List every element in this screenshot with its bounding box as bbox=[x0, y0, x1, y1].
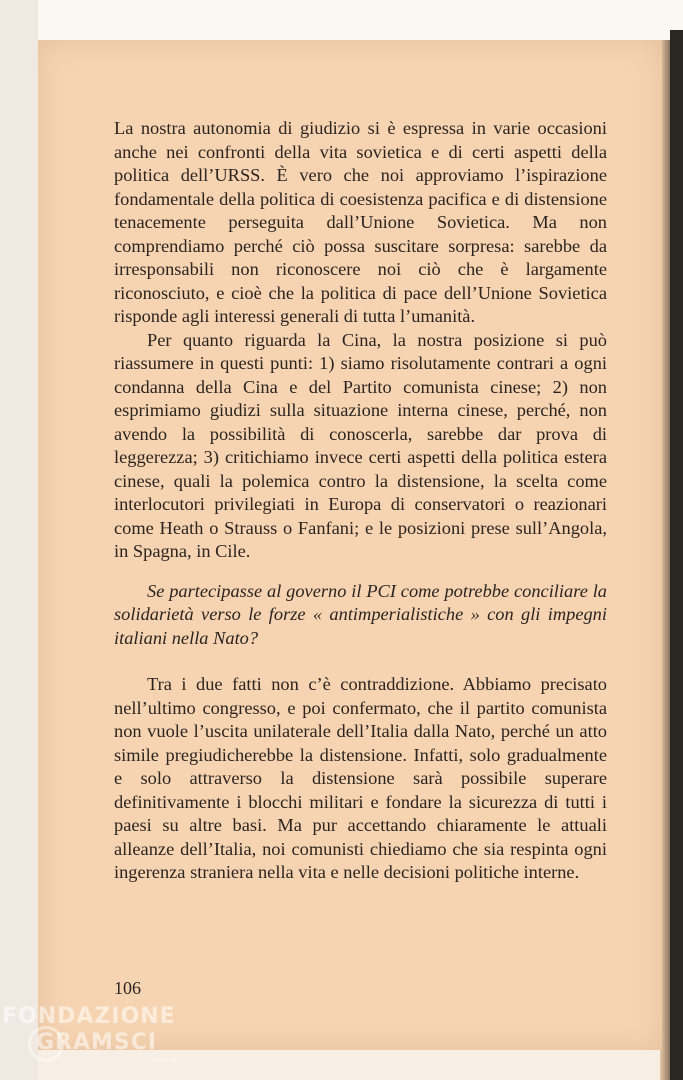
paragraph-soviet-autonomy: La nostra autonomia di giudizio si è espressa in varie occasioni anche nei confronti della vita sovietica e di certi aspetti della politica dell’URSS. È vero che noi approviamo l’ispirazione fondamentale della politica di coesistenza pacifica e di distensione tenacemente perseguita dall’Unione Sovietica. Ma non comprendiamo perché ciò possa suscitare sorpresa: sarebbe da irresponsabili non riconoscere noi ciò che è largamente riconosciuto, e cioè che la politica di pace dell’Unione Sovietica risponde agli interessi generali di tutta l’umanità. bbox=[114, 118, 607, 326]
book-page bbox=[38, 40, 662, 1050]
watermark-suffix: onlus bbox=[152, 1056, 177, 1066]
page-body bbox=[114, 117, 607, 885]
scan-background-left bbox=[0, 0, 38, 1080]
foundation-watermark bbox=[2, 1004, 202, 1064]
paragraph-china-position: Per quanto riguarda la Cina, la nostra posizione si può riassumere in questi punti: 1) siamo risolutamente contrari a ogni condanna della Cina e del Partito comunista cinese; 2) non esprimiamo giudizi sulla situazione interna cinese, perché, non avendo la possibilità di conoscerla, sarebbe dar prova di leggerezza; 3) critichiamo invece certi aspetti della politica estera cinese, quali la polemica contro la distensione, la scelta come interlocutori privilegiati in Europa di conservatori o reazionari come Heath o Strauss o Fanfani; e le posizioni prese sull’Angola, in Spagna, in Cile. bbox=[114, 329, 607, 561]
watermark-line2: GRAMSCI bbox=[36, 1030, 158, 1055]
page-number: 106 bbox=[114, 978, 141, 998]
scan-background-top bbox=[0, 0, 683, 40]
paragraph-nato-answer: Tra i due fatti non c’è contraddizione. Abbiamo precisato nell’ultimo congresso, e poi confermato, che il partito comunista non vuole l’uscita unilaterale dell’Italia dalla Nato, perché un atto simile pregiudicherebbe la distensione. Infatti, solo gradualmente e solo attraverso la distensione sarà possibile superare definitivamente i blocchi militari e fondare la sicurezza di tutti i paesi su altre basi. Ma pur accettando chiaramente le attuali alleanze dell’Italia, noi comunisti chiediamo che sia respinta ogni ingerenza straniera nella vita e nelle decisioni politiche interne. bbox=[114, 674, 607, 882]
interview-question: Se partecipasse al governo il PCI come potrebbe conciliare la solidarietà verso le forze « antimperialistiche » con gli impegni italiani nella Nato? bbox=[114, 580, 607, 648]
book-spine bbox=[670, 30, 683, 1080]
watermark-line1: FONDAZIONE bbox=[2, 1004, 176, 1029]
